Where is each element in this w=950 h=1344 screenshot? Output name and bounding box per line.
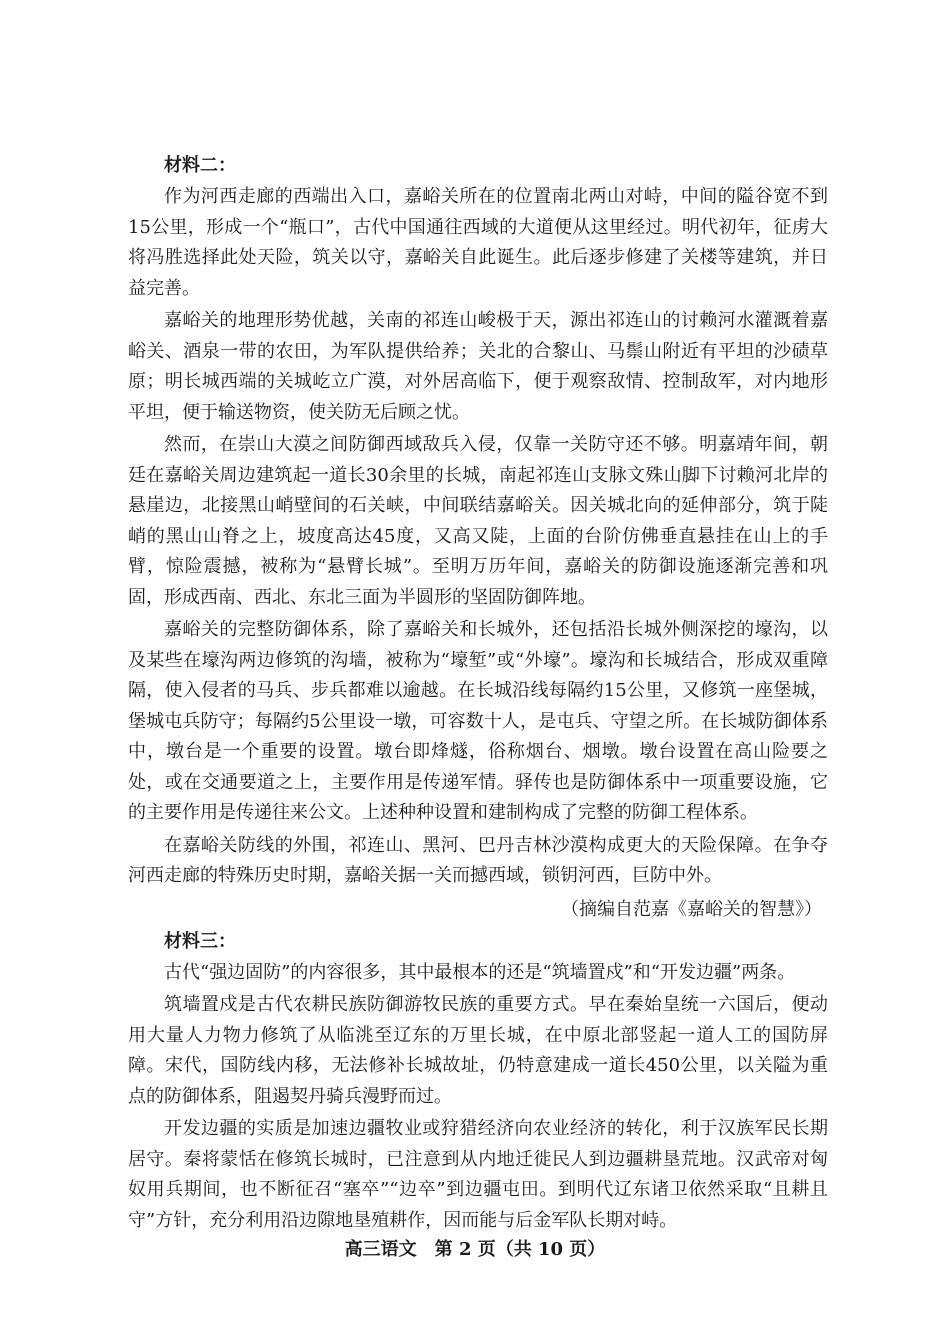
material-two-paragraph-4: 嘉峪关的完整防御体系，除了嘉峪关和长城外，还包括沿长城外侧深挖的壕沟，以及某些在壕沟两边修筑的沟墙，被称为“壕堑”或“外壕”。壕沟和长城结合，形成双重障隔，使入侵者的马兵、步兵都难以逾越。在长城沿线每隔约15公里，又修筑一座堡城，堡城屯兵防守；每隔约5公里设一墩，可容数十人，是屯兵、守望之所。在长城防御体系中，墩台是一个重要的设置。墩台即烽燧，俗称烟台、烟墩。墩台设置在高山险要之处，或在交通要道之上，主要作用是传递军情。驿传也是防御体系中一项重要设施，它的主要作用是传递往来公文。上述种种设置和建制构成了完整的防御工程体系。 <box>128 619 828 823</box>
material-three-section <box>128 926 828 1237</box>
page-footer: 高三语文 第 2 页（共 10 页） <box>344 1239 606 1260</box>
page-content <box>128 150 828 1238</box>
material-two-paragraph-5: 在嘉峪关防线的外围，祁连山、黑河、巴丹吉林沙漠构成更大的天险保障。在争夺河西走廊的特殊历史时期，嘉峪关据一关而撼西域，锁钥河西，巨防中外。 <box>128 834 828 886</box>
material-two-heading: 材料二： <box>164 155 236 176</box>
material-two-paragraph-3: 然而，在崇山大漠之间防御西域敌兵入侵，仅靠一关防守还不够。明嘉靖年间，朝廷在嘉峪关周边建筑起一道长30余里的长城，南起祁连山支脉文殊山脚下讨赖河北岸的悬崖边，北接黑山峭壁间的石关峡，中间联结嘉峪关。因关城北向的延伸部分，筑于陡峭的黑山山脊之上，坡度高达45度，又高又陡，上面的台阶仿佛垂直悬挂在山上的手臂，惊险震撼，被称为“悬臂长城”。至明万历年间，嘉峪关的防御设施逐渐完善和巩固，形成西南、西北、东北三面为半圆形的坚固防御阵地。 <box>128 434 828 608</box>
material-two-paragraph-2: 嘉峪关的地理形势优越，关南的祁连山峻极于天，源出祁连山的讨赖河水灌溉着嘉峪关、酒泉一带的农田，为军队提供给养；关北的合黎山、马鬃山附近有平坦的沙碛草原；明长城西端的关城屹立广漠，对外居高临下，便于观察敌情、控制敌军，对内地形平坦，便于输送物资，使关防无后顾之忧。 <box>128 310 828 423</box>
material-three-paragraph-1: 古代“强边固防”的内容很多，其中最根本的还是“筑墙置戍”和“开发边疆”两条。 <box>164 961 796 983</box>
material-three-paragraph-3: 开发边疆的实质是加速边疆牧业或狩猎经济向农业经济的转化，利于汉族军民长期居守。秦将蒙恬在修筑长城时，已注意到从内地迁徙民人到边疆耕垦荒地。汉武帝对匈奴用兵期间，也不断征召“塞卒”“边卒”到边疆屯田。到明代辽东诸卫依然采取“且耕且守”方针，充分利用沿边隙地垦殖耕作，因而能与后金军队长期对峙。 <box>128 1118 828 1231</box>
material-two-paragraph-1: 作为河西走廊的西端出入口，嘉峪关所在的位置南北两山对峙，中间的隘谷宽不到15公里，形成一个“瓶口”，古代中国通往西域的大道便从这里经过。明代初年，征虏大将冯胜选择此处天险，筑关以守，嘉峪关自此诞生。此后逐步修建了关楼等建筑，并日益完善。 <box>128 186 828 299</box>
material-two-source: （摘编自范嘉《嘉峪关的智慧》） <box>561 898 822 920</box>
material-three-paragraph-2: 筑墙置戍是古代农耕民族防御游牧民族的重要方式。早在秦始皇统一六国后，便动用大量人力物力修筑了从临洮至辽东的万里长城，在中原北部竖起一道人工的国防屏障。宋代，国防线内移，无法修补长城故址，仍特意建成一道长450公里，以关隘为重点的防御体系，阻遏契丹骑兵漫野而过。 <box>128 994 828 1107</box>
material-two-section <box>128 150 828 926</box>
material-three-heading: 材料三： <box>164 930 236 952</box>
